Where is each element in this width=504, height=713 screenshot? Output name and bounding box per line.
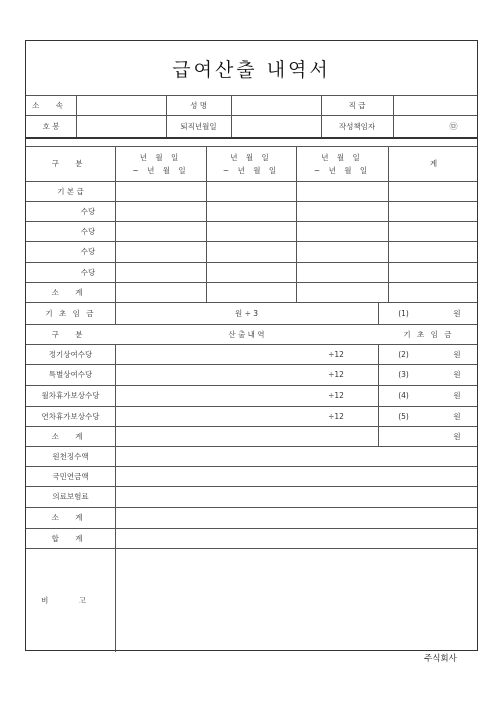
period-2-header: [206, 146, 296, 181]
calc-gubun-header: 구 분: [51, 329, 90, 339]
calc-subtotal-won: 원: [453, 431, 461, 441]
deduction-subtotal-label: 소 계: [51, 513, 90, 522]
calc-row-won: 원: [453, 391, 461, 400]
calc-row-divisor: ÷12: [328, 411, 344, 421]
calc-row-won: 원: [453, 370, 461, 379]
divider: [393, 95, 394, 137]
gubun-header: 구 분: [51, 159, 90, 168]
remarks-label: 비 고: [41, 595, 100, 605]
period-start: 년 월 일: [321, 152, 363, 162]
pay-item-label: 수당: [80, 206, 96, 216]
calc-row-divisor: ÷12: [328, 349, 344, 359]
divider: [26, 137, 477, 139]
deduction-label: 국민연금액: [52, 471, 89, 481]
base-wage-won: 원: [453, 308, 461, 318]
base-wage-number: (1): [398, 308, 409, 318]
divider: [115, 344, 116, 446]
base-wage-formula: 원 ÷ 3: [234, 308, 259, 318]
period-start: 년 월 일: [230, 152, 272, 162]
form-title: 급여산출 내역서: [172, 58, 331, 81]
pay-item-label: 기 본 급: [57, 186, 84, 196]
pay-item-label: 수당: [80, 267, 96, 277]
pay-calculation-form: [25, 40, 478, 651]
calc-row-label: 정기상여수당: [48, 349, 93, 359]
divider: [231, 95, 232, 137]
grand-total-label: 합 계: [51, 533, 90, 543]
calc-row-won: 원: [453, 411, 461, 421]
divider: [26, 115, 477, 116]
deduction-label: 의료보험료: [52, 492, 89, 501]
calc-row-number: (5): [398, 411, 409, 421]
period-start: 년 월 일: [139, 152, 182, 162]
calc-row-number: (2): [398, 349, 409, 359]
period-1-header: [115, 146, 206, 181]
total-header: 계: [429, 159, 438, 168]
calc-row-divisor: ÷12: [328, 391, 344, 400]
company-name: 주식회사: [424, 654, 457, 664]
calc-detail-header: 산 출 내 역: [228, 329, 265, 339]
divider: [76, 95, 77, 137]
deduction-label: 원천징수액: [52, 451, 89, 461]
divider: [378, 344, 379, 446]
calc-subtotal-label: 소 계: [51, 431, 90, 441]
period-end: ~ 년 월 일: [132, 165, 189, 175]
seal-icon: ㉤: [449, 121, 458, 131]
affiliation-label: 소 속: [32, 100, 70, 110]
pay-item-label: 수당: [80, 226, 96, 236]
calc-base-header: 기 초 임 금: [403, 329, 454, 339]
retirement-date-label: 퇴직년월일: [180, 121, 217, 131]
calc-row-label: 특별상여수당: [48, 370, 93, 379]
grade-label: 호 봉: [42, 121, 60, 131]
divider: [378, 302, 379, 324]
rank-label: 직 급: [348, 100, 366, 110]
calc-row-divisor: ÷12: [328, 370, 344, 379]
base-wage-label: 기 초 임 금: [45, 308, 96, 318]
divider: [115, 446, 116, 652]
calc-row-number: (4): [398, 391, 409, 400]
pay-item-label: 수당: [80, 247, 96, 256]
period-end: ~ 년 월 일: [313, 165, 371, 175]
period-end: ~ 년 월 일: [222, 165, 280, 175]
period-3-header: [296, 146, 388, 181]
name-label: 성 명: [190, 100, 207, 110]
calc-row-label: 연차휴가보상수당: [41, 411, 100, 421]
calc-row-label: 월차휴가보상수당: [41, 391, 100, 400]
author-label: 작성책임자: [338, 121, 376, 131]
calc-row-won: 원: [453, 349, 461, 359]
calc-row-number: (3): [398, 370, 409, 379]
divider: [26, 95, 477, 96]
pay-subtotal-label: 소 계: [51, 287, 90, 297]
